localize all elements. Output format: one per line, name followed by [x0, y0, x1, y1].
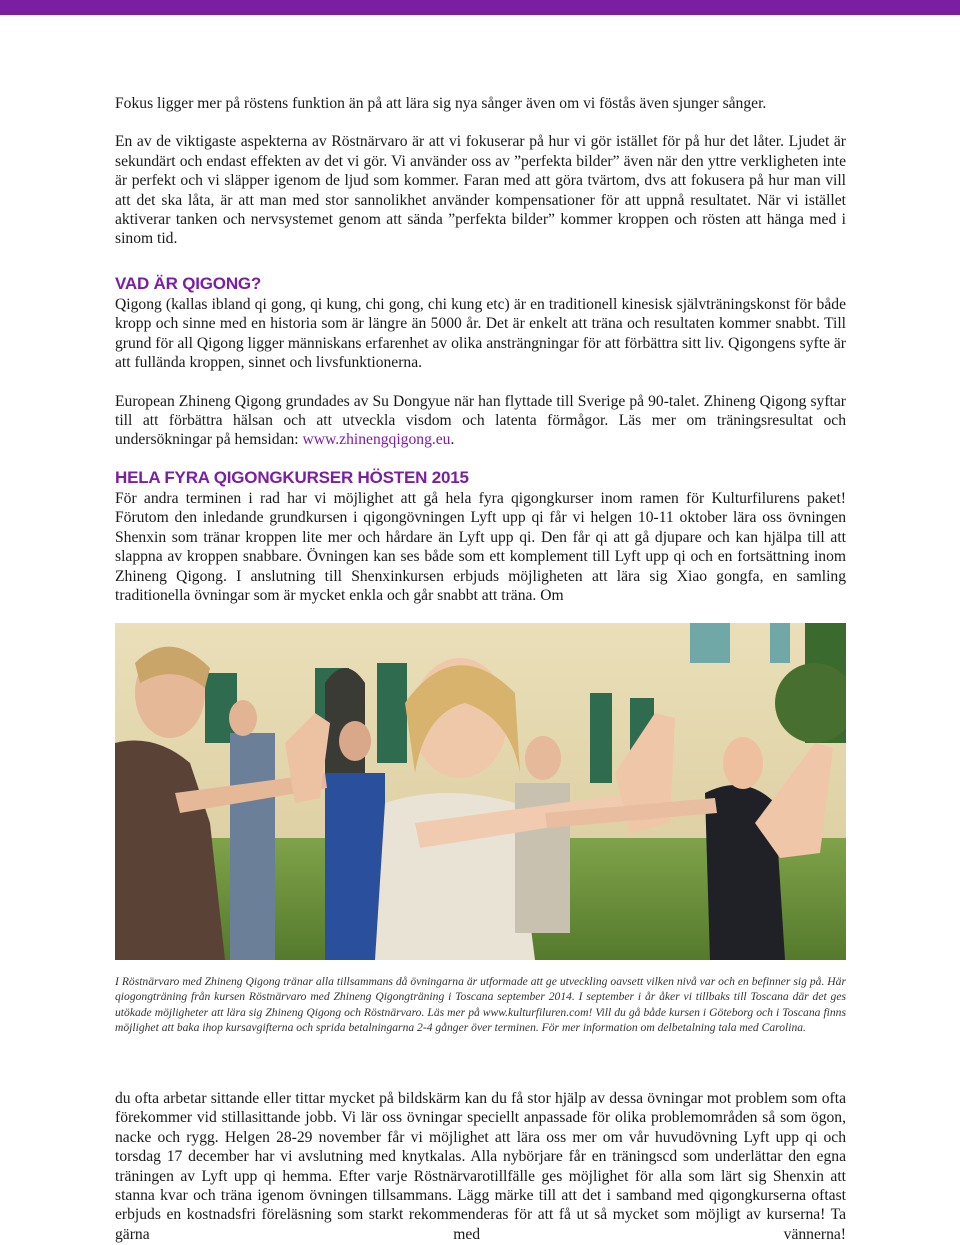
section-heading: HELA FYRA QIGONGKURSER HÖSTEN 2015	[115, 468, 469, 487]
continuation-paragraph: du ofta arbetar sittande eller tittar mycket på bildskärm kan du få stor hjälp av dessa övningar mot problem som ofta förekommer vid stillasittande jobb. Vi lär oss övningar speciellt anpassade för olika problemområden så som ögon, nacke och rygg. Helgen 28-29 november får vi möjlighet att lära oss mer om vår huvudövning Lyft upp qi och torsdag 17 december har vi avslutning med knytkalas. Alla nybörjare får en träningscd som underlättar den egna träningen av Lyft upp qi hemma. Efter varje Röstnärvarotillfälle ges möjlighet för alla som lärt sig Shenxin att stanna kvar och träna igenom övningen tillsammans. Lägg märke till att det i samband med qigongkurserna oftast erbjuds en kostnadsfri föreläsning som starkt rekommenderas för att få ut så mycket som möjligt av kurserna! Ta gärna med vännerna!	[115, 1090, 846, 1243]
qigong-paragraph-1: Qigong (kallas ibland qi gong, qi kung, chi gong, chi kung etc) är en traditionell kinesisk självträningskonst för både kropp och sinne med en historia som är längre än 5000 år. Det är enkelt att träna och resultaten kommer snabbt. Till grund för all Qigong ligger människans erfarenhet av olika ansträngningar för att förbättra sitt liv. Qigongens syfte är att fullända kroppen, sinnet och livsfunktionerna.	[115, 296, 846, 372]
qigong-paragraph-2-end: .	[450, 431, 455, 449]
website-link[interactable]: www.zhinengqigong.eu	[302, 431, 451, 449]
qigong-paragraph-2-text: European Zhineng Qigong grundades av Su Dongyue när han flyttade till Sverige på 90-talet. Zhineng Qigong syftar till att förbättra hälsan och att utveckla visdom och latenta förmågor. Läs mer om träningsresultat och undersökningar på hemsidan:	[115, 392, 846, 449]
qigong-group-photo	[115, 623, 846, 960]
courses-paragraph: För andra terminen i rad har vi möjlighet att gå hela fyra qigongkurser inom ramen för Kulturfilurens paket! Förutom den inledande grundkursen i qigongövningen Lyft upp qi får vi helgen 10-11 oktober lära oss övningen Shenxin som tränar kroppen lite mer och hårdare än Lyft upp qi. Den får qi att gå djupare och kan hjälpa till att slappna av kroppen snabbare. Övningen kan ses både som ett komplement till Lyft upp qi och en fortsättning inom Zhineng Qigong. I anslutning till Shenxinkursen erbjuds möjligheten att lära sig Xiao gongfa, en samling traditionella övningar som är mycket enkla och går snabbt att träna. Om	[115, 490, 846, 605]
section-what-is-qigong	[115, 274, 846, 450]
top-accent-bar	[0, 0, 960, 15]
photo-caption: I Röstnärvaro med Zhineng Qigong tränar alla tillsammans då övningarna är utformade att ge utveckling oavsett vilken nivå var och en befinner sig på. Här qiogongträning från kursen Röstnärvaro med Zhineng Qigongträning i Toscana september 2014. I september i år åker vi tillbaks till Toscana där det ges utökade möjligheter att lära sig Zhineng Qigong och Röstnärvaro. Läs mer på www.kulturfiluren.com! Vill du gå både kursen i Göteborg och i Toscana finns möjlighet att baka ihop kursavgifterna och sprida betalningarna 2-4 gånger över terminen. För mer information om delbetalning tala med Carolina.	[115, 975, 846, 1035]
intro-paragraph-1: Fokus ligger mer på röstens funktion än på att lära sig nya sånger även om vi föstås även sjunger sånger.	[115, 95, 767, 112]
intro-paragraph-2: En av de viktigaste aspekterna av Röstnärvaro är att vi fokuserar på hur vi gör istället för på hur det låter. Ljudet är sekundärt och endast effekten av det vi gör. Vi använder oss av ”perfekta bilder” även när den yttre verkligheten inte är perfekt och vi släpper igenom de ljud som kommer. Faran med att göra tvärtom, dvs att fokusera på hur man vill att det ska låta, är att man med stor sannolikhet använder kompensationer för att uppnå resultatet. När vi istället aktiverar tanken och nervsystemet genom att sända ”perfekta bilder” kommer kroppen och rösten att hänga med i sinom tid.	[115, 133, 846, 248]
continuation-section	[115, 1089, 846, 1244]
intro-section	[115, 94, 846, 249]
section-heading: VAD ÄR QIGONG?	[115, 274, 262, 293]
qigong-paragraph-2	[115, 392, 846, 450]
section-four-courses	[115, 468, 846, 605]
